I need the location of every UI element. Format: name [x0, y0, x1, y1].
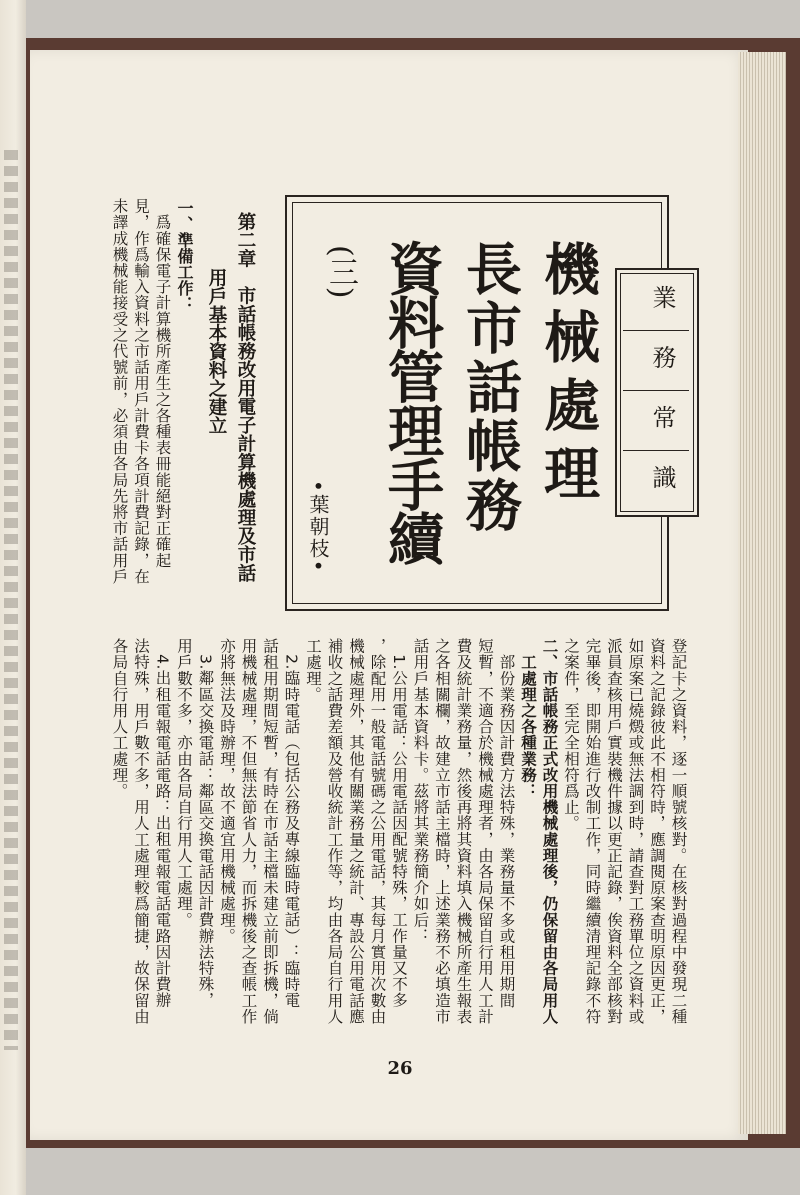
body-line: 費及統計業務量，然後再將其資料填入機械所產生報表: [454, 638, 473, 1025]
body-line: 部份業務因計費方法特殊，業務量不多或租用期間: [497, 638, 516, 1009]
tag-char-1: 業: [648, 285, 676, 309]
body-line: 完畢後，即開始進行改制工作，同時繼續清理記錄不符: [583, 638, 602, 1025]
tag-char-4: 識: [648, 465, 676, 489]
title-line-2: 長市話帳務: [457, 240, 523, 535]
body-line: 爲確保電子計算機所產生之各種表冊能絕對正確起: [153, 198, 172, 569]
tag-char-2: 務: [648, 345, 676, 369]
body-line: 1.公用電話：公用電話因配號特殊，工作量又不多: [390, 638, 408, 1009]
body-line: 派員查核用戶實裝機件據以更正記錄，俟資料全部核對: [605, 638, 623, 1025]
body-line: 各局自行用人工處理。: [110, 638, 129, 799]
body-line: 用戶數不多，亦由各局自行用人工處理。: [175, 638, 193, 928]
page-edges: [738, 52, 786, 1134]
body-line: 如原案已燒燬或無法調到時，請查對工務單位之資料或: [626, 638, 645, 1025]
chapter-subheading: 用戶基本資料之建立: [206, 268, 227, 435]
chapter-heading: 第二章 市話帳務改用電子計算機處理及市話: [235, 212, 256, 582]
body-line: 資料之記錄彼此不相符時，應調閱原案查明原因更正，: [648, 638, 666, 1025]
section-two-heading: 二、市話帳務正式改用機械處理後，仍保留由各局用人: [540, 638, 559, 1025]
body-line: 登記卡之資料，逐一順號核對。在核對過程中發現二種: [669, 638, 688, 1025]
title-line-3: 資料管理手續: [379, 240, 445, 564]
title-line-1: 機械處理: [535, 240, 601, 512]
section-heading: 一、準備工作：: [175, 200, 194, 312]
main-body: [108, 638, 689, 1048]
body-line: 話用戶基本資料卡。茲將其業務簡介如后：: [411, 638, 430, 944]
body-line: 未譯成機械能接受之代號前，必須由各局先將市話用戶: [110, 198, 129, 585]
body-line: 補收之話費差額及營收統計工作等，均由各局自行用人: [325, 638, 344, 1025]
body-line: 機械處理外，其他有關業務量之統計、專設公用電話應: [347, 638, 365, 1025]
facing-page-edge: [0, 0, 26, 1195]
section-two-heading-cont: 工處理之各種業務：: [519, 638, 537, 799]
body-line: 4.出租電報電話電路：出租電報電話電路因計費辦: [153, 638, 172, 1009]
body-line: 法特殊，用戶數不多，用人工處理較爲簡捷，故保留由: [132, 638, 150, 1025]
body-line: 亦將無法及時辦理，故不適宜用機械處理。: [218, 638, 236, 944]
body-line: 見，作爲輸入資料之市話用戶計費卡各項計費記錄，在: [132, 198, 150, 585]
body-line: ，除配用一般電話號碼之公用電話，其每月實用次數由: [368, 638, 387, 1025]
body-line: 3.鄰區交換電話：鄰區交換電話因計費辦法特殊，: [196, 638, 215, 1009]
author: •葉朝枝•: [306, 480, 330, 574]
body-line: 之各相關欄，故建立市話主檔時，上述業務不必填造市: [433, 638, 451, 1025]
body-line: 短暫，不適合於機械處理者，由各局保留自行用人工計: [476, 638, 494, 1025]
body-line: 之案件，至完全相符爲止。: [562, 638, 580, 832]
section-body: [108, 198, 173, 608]
title-number: (三): [323, 245, 358, 299]
page-number: 26: [387, 1058, 413, 1079]
body-line: 工處理。: [304, 638, 322, 703]
tag-char-3: 常: [648, 405, 676, 429]
body-line: 用機械處理，不但無法節省人力，而拆機後之查帳工作: [239, 638, 258, 1025]
body-line: 2.臨時電話（包括公務及專線臨時電話）：臨時電: [282, 638, 301, 1009]
body-line: 話租用期間短暫，有時在市話主檔未建立前即拆機，倘: [261, 638, 279, 1025]
